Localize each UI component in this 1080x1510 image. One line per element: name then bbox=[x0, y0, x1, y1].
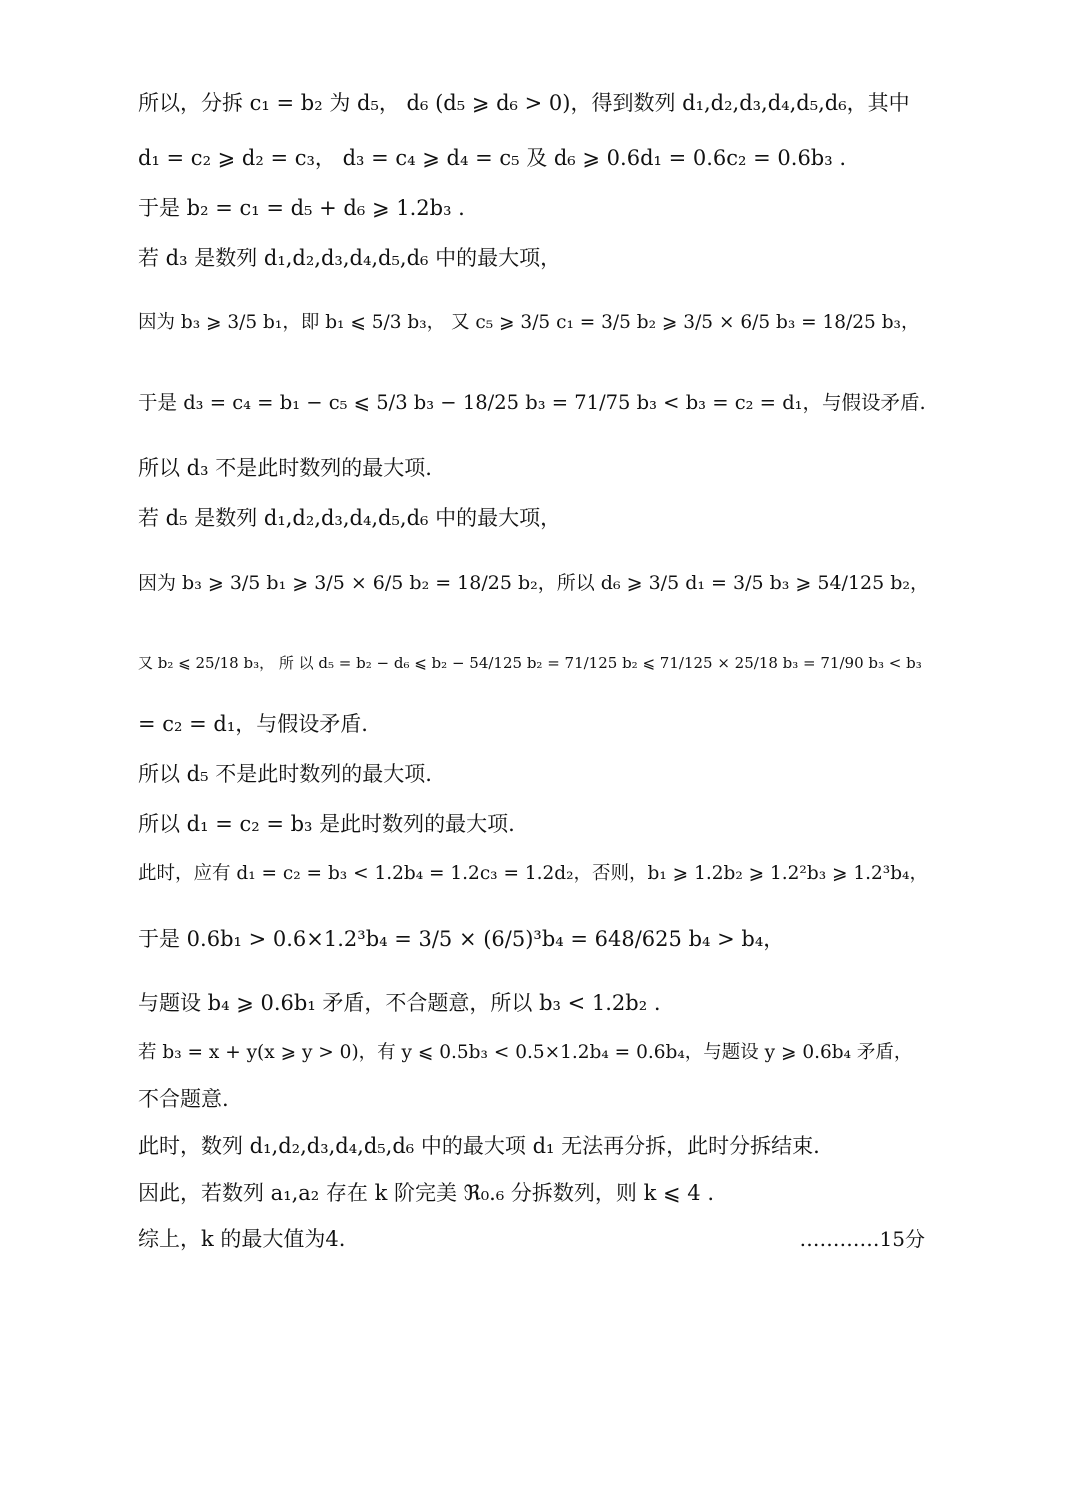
text-line: 所以 d₅ 不是此时数列的最大项. bbox=[138, 762, 432, 786]
text-line: 于是 b₂ = c₁ = d₅ + d₆ ⩾ 1.2b₃ . bbox=[138, 196, 465, 220]
text-line: 与题设 b₄ ⩾ 0.6b₁ 矛盾，不合题意，所以 b₃ < 1.2b₂ . bbox=[138, 991, 661, 1015]
text-line: 所以 d₃ 不是此时数列的最大项. bbox=[138, 456, 432, 480]
text-line: 所以，分拆 c₁ = b₂ 为 d₅， d₆ (d₅ ⩾ d₆ > 0)，得到数列 d₁,d₂,d₃,d₄,d₅,d₆，其中 bbox=[138, 91, 910, 115]
score-marker: …………15分 bbox=[799, 1227, 925, 1251]
text-line: 不合题意. bbox=[138, 1087, 229, 1111]
text-line: 综上，k 的最大值为4. bbox=[138, 1227, 346, 1251]
text-line: 因此，若数列 a₁,a₂ 存在 k 阶完美 ℜ₀.₆ 分拆数列，则 k ⩽ 4 . bbox=[138, 1181, 714, 1205]
text-line: 若 d₅ 是数列 d₁,d₂,d₃,d₄,d₅,d₆ 中的最大项， bbox=[138, 506, 562, 530]
text-line: d₁ = c₂ ⩾ d₂ = c₃， d₃ = c₄ ⩾ d₄ = c₅ 及 d₆ ⩾ 0.6d₁ = 0.6c₂ = 0.6b₃ . bbox=[138, 146, 847, 170]
text-line: = c₂ = d₁，与假设矛盾. bbox=[138, 712, 368, 736]
text-line: 因为 b₃ ⩾ 3/5 b₁ ⩾ 3/5 × 6/5 b₂ = 18/25 b₂，所以 d₆ ⩾ 3/5 d₁ = 3/5 b₃ ⩾ 54/125 b₂， bbox=[138, 572, 930, 594]
text-line: 于是 0.6b₁ > 0.6×1.2³b₄ = 3/5 × (6/5)³b₄ = 648/625 b₄ > b₄， bbox=[138, 927, 785, 951]
text-line: 所以 d₁ = c₂ = b₃ 是此时数列的最大项. bbox=[138, 812, 515, 836]
text-line: 此时，应有 d₁ = c₂ = b₃ < 1.2b₄ = 1.2c₃ = 1.2d₂，否则，b₁ ⩾ 1.2b₂ ⩾ 1.2²b₃ ⩾ 1.2³b₄， bbox=[138, 863, 928, 884]
text-line: 若 b₃ = x + y(x ⩾ y > 0)，有 y ⩽ 0.5b₃ < 0.5×1.2b₄ = 0.6b₄，与题设 y ⩾ 0.6b₄ 矛盾， bbox=[138, 1042, 913, 1063]
text-line: 若 d₃ 是数列 d₁,d₂,d₃,d₄,d₅,d₆ 中的最大项， bbox=[138, 246, 562, 270]
text-line: 于是 d₃ = c₄ = b₁ − c₅ ⩽ 5/3 b₃ − 18/25 b₃ = 71/75 b₃ < b₃ = c₂ = d₁，与假设矛盾. bbox=[138, 391, 926, 414]
text-line: 又 b₂ ⩽ 25/18 b₃， 所 以 d₅ = b₂ − d₆ ⩽ b₂ − 54/125 b₂ = 71/125 b₂ ⩽ 71/125 × 25/18 b₃ = 71/90 b₃ < b₃ bbox=[138, 654, 922, 672]
text-line: 此时，数列 d₁,d₂,d₃,d₄,d₅,d₆ 中的最大项 d₁ 无法再分拆，此时分拆结束. bbox=[138, 1134, 820, 1158]
text-line: 因为 b₃ ⩾ 3/5 b₁，即 b₁ ⩽ 5/3 b₃， 又 c₅ ⩾ 3/5 c₁ = 3/5 b₂ ⩾ 3/5 × 6/5 b₃ = 18/25 b₃， bbox=[138, 312, 920, 333]
